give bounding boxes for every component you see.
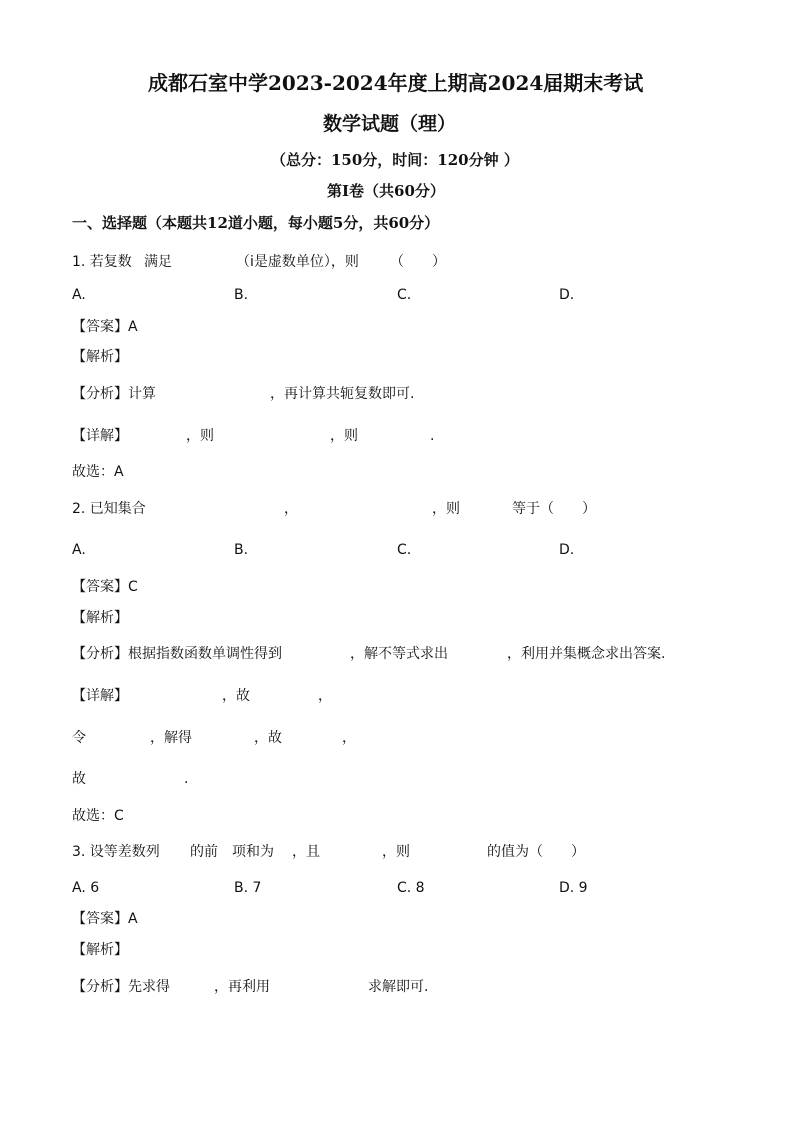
answer-label: 【答案】C — [72, 579, 138, 595]
question-1-text: 1. 若复数 — [72, 254, 132, 270]
option-b: B. — [234, 287, 249, 303]
analysis-text: ，利用并集概念求出答案. — [507, 646, 666, 662]
analysis-text: ，再利用 — [214, 979, 270, 995]
solution-text: . — [184, 771, 189, 787]
analysis-text: 求解即可. — [368, 979, 429, 995]
exam-info: （总分：150分，时间：120分钟 ） — [271, 151, 519, 169]
question-3-text: 3. 设等差数列 — [72, 844, 160, 860]
question-3-text: 的前 — [190, 844, 218, 860]
exam-subtitle: 数学试题（理） — [323, 113, 457, 135]
question-3-text: ，且 — [292, 844, 320, 860]
solution-text: ， — [318, 688, 332, 704]
analysis-label: 【解析】 — [72, 942, 128, 958]
choice-result: 故选：A — [72, 464, 124, 480]
question-3-text: 项和为 — [232, 844, 274, 860]
option-c: C. — [397, 542, 412, 558]
question-2-text: ， — [284, 501, 298, 517]
solution-text: ，故 — [222, 688, 250, 704]
solution-text: 令 — [72, 730, 86, 746]
solution-text: 故 — [72, 771, 86, 787]
solution-text: ，则 — [330, 428, 358, 444]
answer-bracket: 的值为（ ） — [487, 844, 585, 860]
analysis-text: ，解不等式求出 — [350, 646, 448, 662]
question-1-text: （i是虚数单位），则 — [236, 254, 359, 270]
solution-text: ，则 — [186, 428, 214, 444]
question-1-text: 满足 — [144, 254, 172, 270]
choice-result: 故选：C — [72, 808, 124, 824]
option-d: D. — [559, 287, 575, 303]
option-b: B. 7 — [234, 880, 262, 896]
option-c: C. 8 — [397, 880, 425, 896]
option-d: D. 9 — [559, 880, 588, 896]
answer-label: 【答案】A — [72, 319, 138, 335]
question-2-text: 2. 已知集合 — [72, 501, 146, 517]
answer-bracket: 等于（ ） — [512, 501, 596, 517]
exam-title: 成都石室中学2023-2024年度上期高2024届期末考试 — [148, 71, 644, 95]
answer-bracket: （ ） — [390, 254, 446, 270]
analysis-text: 【分析】计算 — [72, 386, 156, 402]
solution-text: . — [430, 428, 435, 444]
analysis-label: 【解析】 — [72, 349, 128, 365]
option-b: B. — [234, 542, 249, 558]
analysis-label: 【解析】 — [72, 610, 128, 626]
answer-label: 【答案】A — [72, 911, 138, 927]
solution-text: ，故 — [254, 730, 282, 746]
volume-heading: 第Ⅰ卷（共60分） — [327, 182, 445, 200]
option-d: D. — [559, 542, 575, 558]
section-heading: 一、选择题（本题共12道小题，每小题5分，共60分） — [72, 214, 440, 232]
question-2-text: ，则 — [432, 501, 460, 517]
analysis-text: ，再计算共轭复数即可. — [270, 386, 415, 402]
option-a: A. — [72, 287, 86, 303]
solution-text: 【详解】 — [72, 428, 128, 444]
solution-text: ， — [342, 730, 356, 746]
solution-text: 【详解】 — [72, 688, 128, 704]
question-3-text: ，则 — [382, 844, 410, 860]
option-a: A. — [72, 542, 86, 558]
analysis-text: 【分析】先求得 — [72, 979, 170, 995]
analysis-text: 【分析】根据指数函数单调性得到 — [72, 646, 282, 662]
option-c: C. — [397, 287, 412, 303]
option-a: A. 6 — [72, 880, 100, 896]
solution-text: ，解得 — [150, 730, 192, 746]
